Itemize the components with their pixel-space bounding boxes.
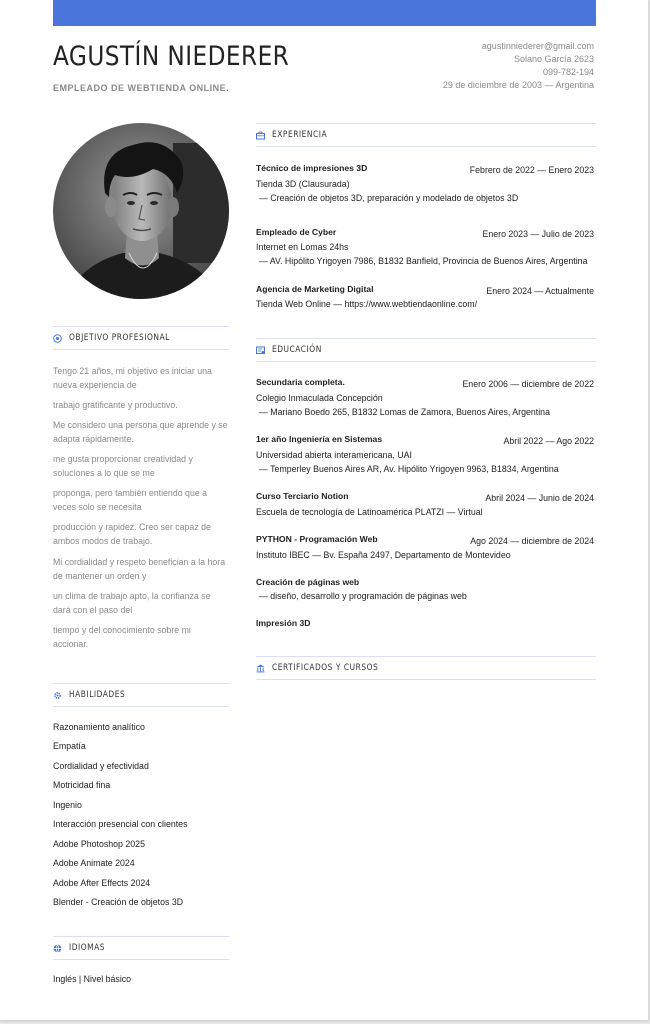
- objective-text: adapta rápidamente.: [53, 434, 134, 444]
- skill-item: Ingenio: [53, 800, 82, 810]
- objective-text: veces solo se necesita: [53, 502, 142, 512]
- gear-icon: [53, 691, 62, 700]
- objective-text: producción y rapidez. Creo ser capaz de: [53, 522, 211, 532]
- globe-icon: [53, 944, 62, 953]
- education-title: Secundaria completa.: [256, 377, 345, 387]
- experience-org: Tienda Web Online — https://www.webtiendaonline.com/: [256, 299, 478, 309]
- skill-item: Interacción presencial con clientes: [53, 819, 188, 829]
- section-certificados-header: [256, 656, 596, 680]
- education-date: Abril 2024 — Junio de 2024: [485, 493, 594, 503]
- experience-org: Tienda 3D (Clausurada): [256, 179, 350, 189]
- skill-item: Adobe Photoshop 2025: [53, 839, 145, 849]
- objective-text: tiempo y del conocimiento sobre mi: [53, 625, 191, 635]
- experience-date: Enero 2023 — Julio de 2023: [482, 229, 594, 239]
- education-org: Universidad abierta interamericana, UAI: [256, 450, 412, 460]
- section-title: OBJETIVO PROFESIONAL: [69, 333, 170, 343]
- bank-icon: [256, 664, 265, 673]
- objective-text: accionar.: [53, 639, 89, 649]
- certificate-icon: [256, 346, 265, 355]
- person-name: AGUSTÍN NIEDERER: [53, 41, 290, 72]
- contact-address: Solano García 2623: [513, 54, 594, 64]
- education-desc: — diseño, desarrollo y programación de páginas web: [259, 591, 467, 601]
- section-objetivo-header: [53, 326, 229, 350]
- skill-item: Adobe Animate 2024: [53, 858, 135, 868]
- section-title: HABILIDADES: [69, 690, 126, 700]
- target-icon: [53, 334, 62, 343]
- section-idiomas-header: [53, 936, 229, 960]
- objective-text: un clima de trabajo apto, la confianza se: [53, 591, 211, 601]
- skill-item: Blender - Creación de objetos 3D: [53, 897, 184, 907]
- experience-org: Internet en Lomas 24hs: [256, 242, 349, 252]
- education-title: Creación de páginas web: [256, 577, 360, 587]
- briefcase-icon: [256, 131, 265, 140]
- objective-text: trabajo gratificante y productivo.: [53, 400, 178, 410]
- section-title: CERTIFICADOS Y CURSOS: [272, 663, 379, 673]
- objective-text: soluciones a lo que se me: [53, 468, 155, 478]
- education-desc: — Mariano Boedo 265, B1832 Lomas de Zamora, Buenos Aires, Argentina: [259, 407, 550, 417]
- experience-date: Febrero de 2022 — Enero 2023: [469, 165, 594, 175]
- education-date: Abril 2022 — Ago 2022: [503, 436, 594, 446]
- language-item: Inglés | Nivel básico: [53, 974, 132, 984]
- objective-text: Tengo 21 años, mi objetivo es iniciar una: [53, 366, 212, 376]
- experience-title: Agencia de Marketing Digital: [256, 284, 374, 294]
- contact-birthdate: 29 de diciembre de 2003 — Argentina: [442, 80, 594, 90]
- objective-text: Mi cordialidad y respeto benefician a la hora: [53, 557, 226, 567]
- education-title: Impresión 3D: [256, 618, 311, 628]
- education-title: 1er año Ingeniería en Sistemas: [256, 434, 383, 444]
- section-title: EDUCACIÓN: [272, 345, 322, 355]
- section-title: IDIOMAS: [69, 943, 106, 953]
- experience-desc: — Creación de objetos 3D, preparación y modelado de objetos 3D: [259, 193, 519, 203]
- education-date: Enero 2006 — diciembre de 2022: [462, 379, 594, 389]
- contact-phone: 099-782-194: [542, 67, 594, 77]
- section-habilidades-header: [53, 683, 229, 707]
- experience-title: Empleado de Cyber: [256, 227, 337, 237]
- profile-photo: [53, 123, 229, 299]
- section-title: EXPERIENCIA: [272, 130, 328, 140]
- experience-title: Técnico de impresiones 3D: [256, 163, 368, 173]
- experience-date: Enero 2024 — Actualmente: [486, 286, 594, 296]
- objective-text: nueva experiencia de: [53, 380, 137, 390]
- objective-text: de mantener un orden y: [53, 571, 147, 581]
- education-org: Colegio Inmaculada Concepción: [256, 393, 383, 403]
- objective-text: me gusta proporcionar creatividad y: [53, 454, 193, 464]
- job-title: EMPLEADO DE WEBTIENDA ONLINE.: [53, 83, 230, 93]
- section-experiencia-header: [256, 123, 596, 147]
- education-date: Ago 2024 — diciembre de 2024: [470, 536, 594, 546]
- objective-text: ambos modos de trabajo.: [53, 536, 153, 546]
- skill-item: Cordialidad y efectividad: [53, 761, 149, 771]
- skill-item: Razonamiento analítico: [53, 722, 145, 732]
- objective-text: Me considero una persona que aprende y se: [53, 420, 228, 430]
- education-title: PYTHON - Programación Web: [256, 534, 378, 544]
- skill-item: Motricidad fina: [53, 780, 111, 790]
- education-desc: — Temperley Buenos Aires AR, Av. Hipólito Yrigoyen 9963, B1834, Argentina: [259, 464, 559, 474]
- skill-item: Adobe After Effects 2024: [53, 878, 151, 888]
- education-org: Instituto IBEC — Bv. España 2497, Departamento de Montevideo: [256, 550, 511, 560]
- experience-desc: — AV. Hipólito Yrigoyen 7986, B1832 Banfield, Provincia de Buenos Aires, Argentina: [259, 256, 588, 266]
- accent-bar: [53, 0, 596, 26]
- education-title: Curso Terciario Notion: [256, 491, 349, 501]
- contact-email[interactable]: agustinniederer@gmail.com: [481, 41, 594, 51]
- skill-item: Empatía: [53, 741, 86, 751]
- contact-block: [443, 40, 594, 92]
- section-educacion-header: [256, 338, 596, 362]
- objective-text: proponga, pero también entiendo que a: [53, 488, 208, 498]
- education-org: Escuela de tecnología de Latinoamérica PLATZI — Virtual: [256, 507, 483, 517]
- objective-text: dará con el paso del: [53, 605, 133, 615]
